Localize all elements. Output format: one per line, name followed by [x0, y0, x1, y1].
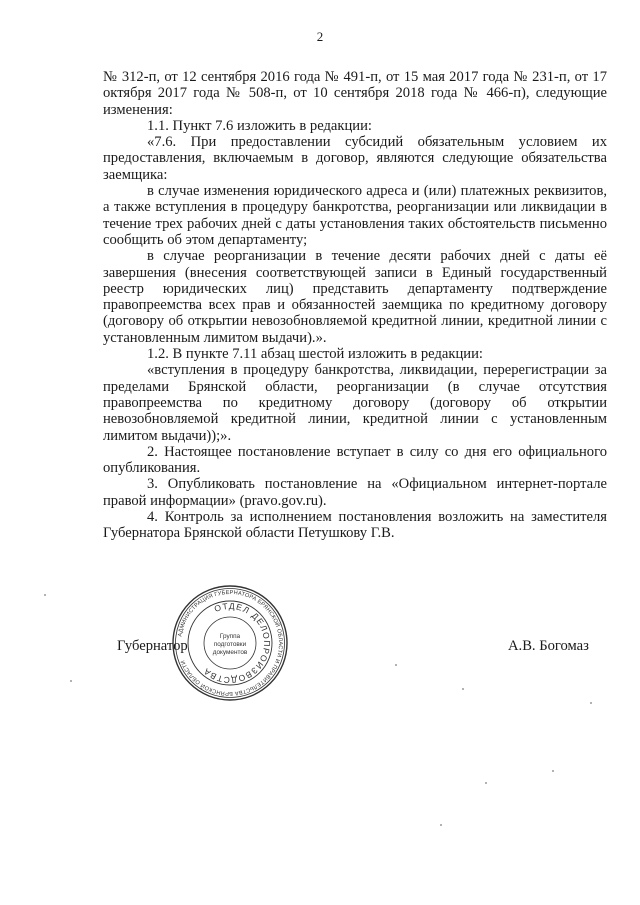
scan-speck — [70, 680, 72, 682]
paragraph: «7.6. При предоставлении субсидий обязательным условием их предоставления, включаемым в договор, являются следующие обязательства заемщика: — [103, 134, 607, 183]
paragraph: в случае реорганизации в течение десяти рабочих дней с даты её завершения (внесения соответствующей записи в Единый государственный реестр юридических лиц) представить департаменту подтверждение правопреемства всех прав и обязанностей заемщика по кредитному договору (договору об открытии невозобновляемой кредитной линии, кредитной линии с установленным лимитом выдачи).». — [103, 248, 607, 346]
paragraph: 1.2. В пункте 7.11 абзац шестой изложить в редакции: — [147, 346, 483, 363]
paragraph: 1.1. Пункт 7.6 изложить в редакции: — [147, 117, 372, 134]
scan-speck — [552, 770, 554, 772]
scan-speck — [440, 824, 442, 826]
stamp-center-line: Группа — [219, 633, 241, 640]
paragraph: 3. Опубликовать постановление на «Официальном интернет-портале правой информации» (pravo.gov.ru). — [103, 476, 607, 509]
paragraph: 2. Настоящее постановление вступает в силу со дня его официального опубликования. — [103, 443, 607, 477]
scan-speck — [44, 594, 46, 596]
official-stamp — [171, 584, 289, 702]
stamp-center-line: подготовки — [213, 641, 247, 648]
document-body — [103, 69, 607, 542]
stamp-center-line: документов — [212, 649, 248, 656]
signature-name: А.В. Богомаз — [508, 638, 589, 654]
paragraph: № 312-п, от 12 сентября 2016 года № 491-п, от 15 мая 2017 года № 231-п, от 17 октября 2017 года № 508-п, от 10 сентября 2018 года № 466-п), следующие изменения: — [103, 69, 607, 118]
signature-position: Губернатор — [117, 638, 188, 654]
stamp-inner-text: ОТДЕЛ ДЕЛОПРОИЗВОДСТВА — [201, 600, 273, 686]
page-number: 2 — [316, 29, 324, 44]
scan-speck — [462, 688, 464, 690]
scan-speck — [395, 664, 397, 666]
paragraph: 4. Контроль за исполнением постановления возложить на заместителя Губернатора Брянской области Петушкову Г.В. — [103, 509, 607, 542]
paragraph: «вступления в процедуру банкротства, ликвидации, перерегистрации за пределами Брянской области, реорганизации (в случае отсутствия правопреемства по кредитному договору (договору об открытии невозобновляемой кредитной линии, кредитной линии с установленным лимитом выдачи));». — [103, 362, 607, 444]
scan-speck — [485, 782, 487, 784]
paragraph: в случае изменения юридического адреса и (или) платежных реквизитов, а также вступления в процедуру банкротства, реорганизации или ликвидации в течение трех рабочих дней с даты установления таких обстоятельств письменно сообщить об этом департаменту; — [103, 183, 607, 248]
stamp-outer-text: АДМИНИСТРАЦИЯ ГУБЕРНАТОРА БРЯНСКОЙ ОБЛАСТИ И ПРАВИТЕЛЬСТВА БРЯНСКОЙ ОБЛАСТИ — [177, 589, 284, 697]
scan-speck — [590, 702, 592, 704]
